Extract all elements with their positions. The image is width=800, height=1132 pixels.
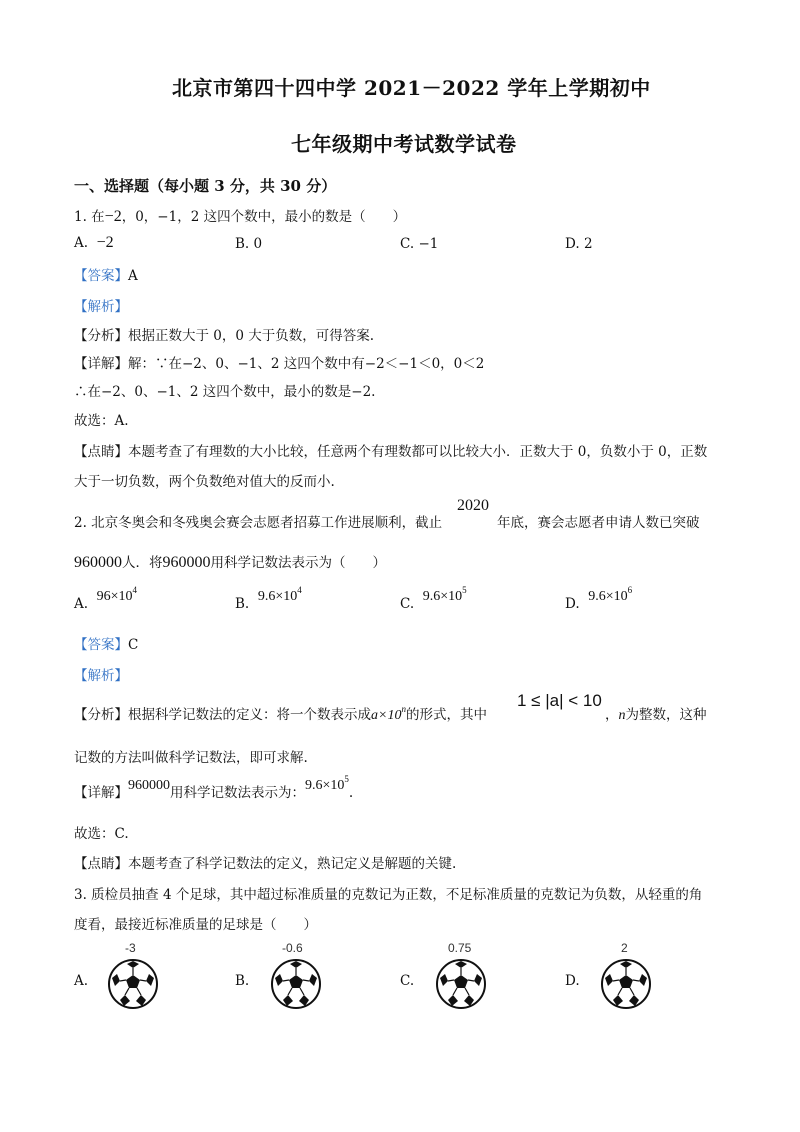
q2-stem-num2: 960000 (162, 554, 211, 571)
q1-option-d: D. 2 (565, 236, 593, 252)
q3-stem-line1: 3. 质检员抽查 4 个足球，其中超过标准质量的克数记为正数，不足标准质量的克数记为负数，从轻重的角 (74, 887, 703, 903)
q2-option-c: C. $9.6\times 10^5$ (400, 585, 467, 612)
q2-answer-value: C (128, 637, 139, 653)
q2-fenxi-line1-end: ，n为整数，这种 (605, 707, 707, 723)
soccer-ball-d-icon (600, 958, 652, 1010)
q2-xiangjie: 【详解】960000用科学记数法表示为：$9.6\times 10^5$. (74, 774, 354, 801)
q3-ball-b-value: -0.6 (282, 941, 303, 955)
q2-option-b: B. $9.6\times 10^4$ (235, 585, 302, 612)
q1-stem-rest: ，0，−1，2 这四个数中，最小的数是（ ） (121, 209, 407, 225)
q1-stem (74, 205, 406, 226)
q1-dianjing-1: 【点睛】本题考查了有理数的大小比较，任意两个有理数都可以比较大小．正数大于 0，负数小于 0，正数 (74, 444, 708, 460)
soccer-ball-c-icon (435, 958, 487, 1010)
q2-stem-line2: 960000人．将960000用科学记数法表示为（ ） (74, 554, 386, 571)
q3-option-a-label: A. (74, 973, 89, 989)
q3-ball-d-value: 2 (621, 941, 628, 955)
q2-stem-year: 2020 (457, 497, 489, 514)
soccer-ball-a-icon (107, 958, 159, 1010)
section-heading: 一、选择题（每小题 3 分，共 30 分） (74, 177, 337, 195)
q1-answer-value: A (128, 268, 138, 284)
q2-fenxi-line1: 【分析】根据科学记数法的定义：将一个数表示成$a\times 10^n$的形式，其中 (74, 704, 487, 723)
q1-choose: 故选：A. (74, 413, 129, 429)
q1-fenxi: 【分析】根据正数大于 0，0 大于负数，可得答案. (74, 328, 375, 344)
q1-answer (74, 264, 138, 284)
q3-option-b-label: B. (235, 973, 250, 989)
q1-stem-neg2: −2 (104, 208, 122, 225)
q2-analysis-tag: 【解析】 (74, 668, 128, 684)
q2-answer: 【答案】C (74, 637, 139, 653)
q1-option-c: C. −1 (400, 236, 439, 252)
soccer-ball-b-icon (270, 958, 322, 1010)
q2-fenxi-condition: 1 ≤ |a| < 10 (517, 691, 602, 710)
q2-stem-num: 960000 (74, 554, 122, 571)
q3-ball-c-value: 0.75 (448, 941, 472, 955)
q2-option-d: D. $9.6\times 10^6$ (565, 585, 633, 612)
q2-stem-line1b: 年底，赛会志愿者申请人数已突破 (497, 515, 700, 531)
q2-fenxi-line2: 记数的方法叫做科学记数法，即可求解. (74, 750, 308, 766)
exam-title-line1: 北京市第四十四中学 2021－2022 学年上学期初中 (172, 76, 651, 100)
q2-dianjing: 【点睛】本题考查了科学记数法的定义，熟记定义是解题的关键. (74, 856, 457, 872)
q1-xiangjie: 【详解】解：∵在−2、0、−1、2 这四个数中有−2＜−1＜0，0＜2 (74, 356, 485, 372)
q1-dianjing-2: 大于一切负数，两个负数绝对值大的反而小. (74, 474, 335, 490)
q3-option-d-label: D. (565, 973, 580, 989)
q3-stem-line2: 度看，最接近标准质量的足球是（ ） (74, 917, 317, 933)
q1-analysis-tag: 【解析】 (74, 299, 128, 315)
exam-title-line2: 七年级期中考试数学试卷 (291, 132, 517, 156)
q1-therefore: ∴在−2、0、−1、2 这四个数中，最小的数是−2. (74, 384, 376, 400)
q1-stem-prefix: 1. 在 (74, 209, 105, 225)
q2-choose: 故选：C. (74, 826, 129, 842)
q2-stem-line1: 2. 北京冬奥会和冬残奥会赛会志愿者招募工作进展顺利，截止 (74, 515, 443, 531)
q2-option-a: A. $96\times 10^4$ (74, 585, 138, 612)
q3-option-c-label: C. (400, 973, 415, 989)
q1-option-b: B. 0 (235, 236, 263, 252)
q1-option-a: A. −2 (74, 234, 114, 251)
answer-tag: 【答案】 (74, 268, 128, 284)
q3-ball-a-value: -3 (125, 941, 136, 955)
